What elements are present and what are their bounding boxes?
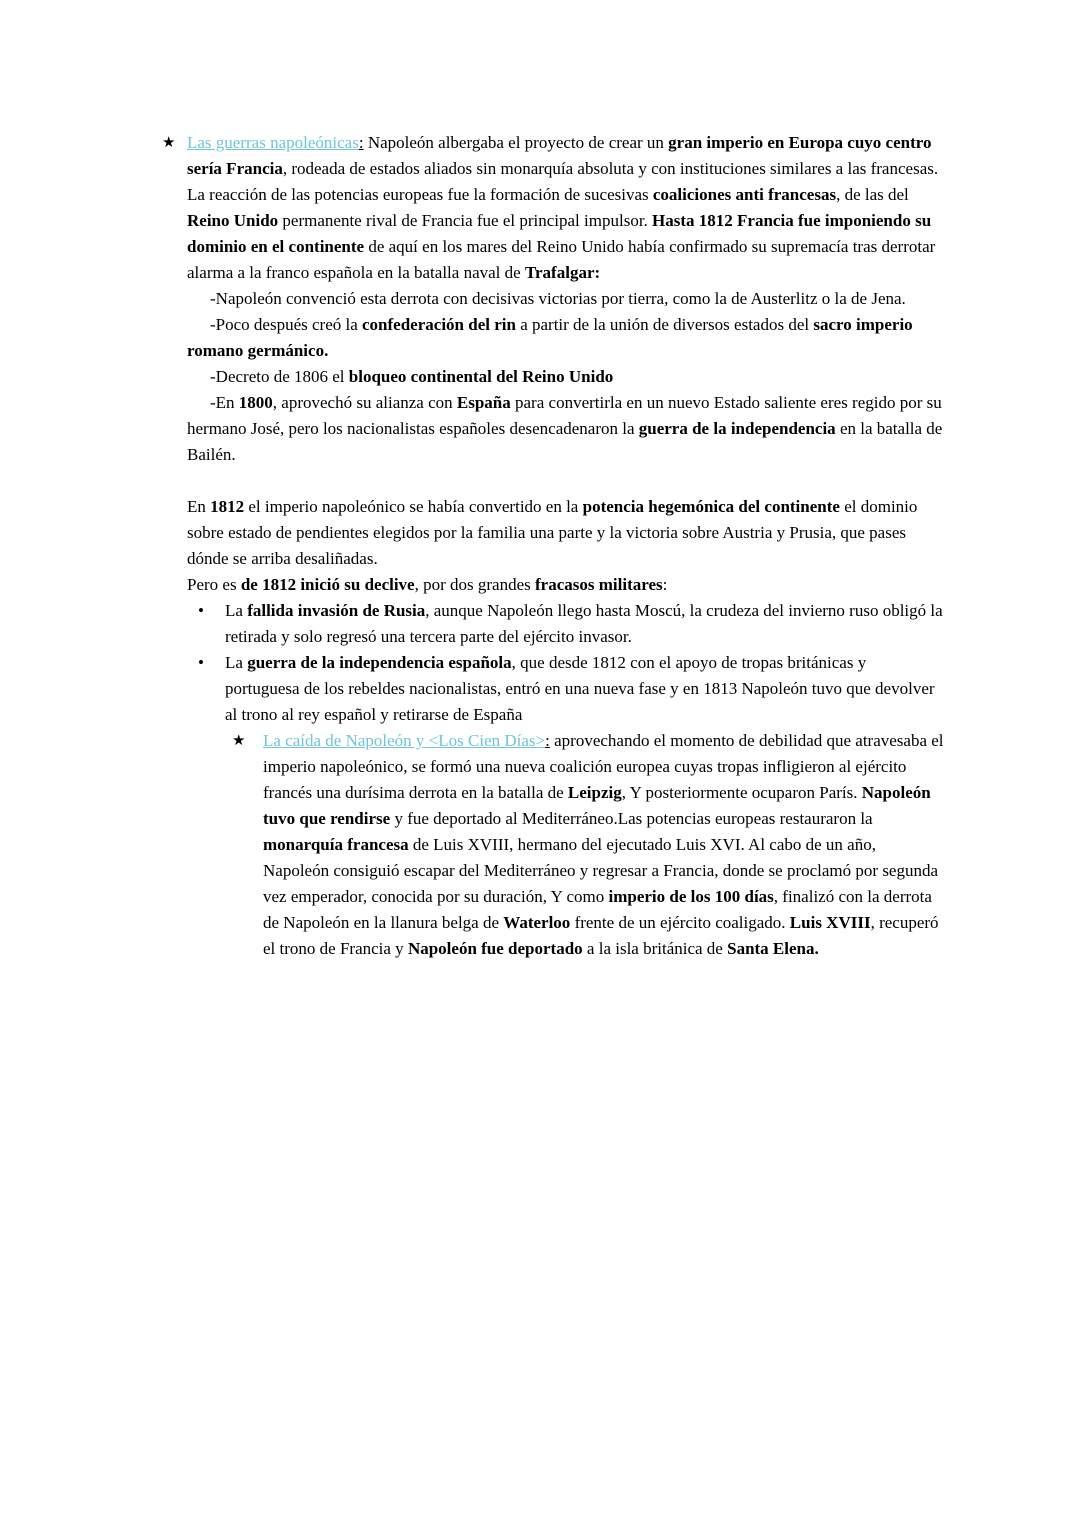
text-run: -Poco después creó la xyxy=(210,315,363,334)
bold-text-run: sacro imperio romano germánico. xyxy=(187,315,913,360)
bold-text-run: gran imperio en Europa cuyo centro sería Francia xyxy=(187,133,932,178)
document-content xyxy=(162,130,945,962)
bold-text-run: Reino Unido xyxy=(187,211,279,230)
star-list-item xyxy=(232,728,945,962)
text-run: : xyxy=(545,731,550,750)
text-run: de Luis XVIII, hermano del ejecutado Luis XVI. Al cabo de un año, Napoleón consiguió escapar del Mediterráneo y regresar a Francia, donde se proclamó por segunda vez emperador, conocida por su duración, Y como xyxy=(263,835,939,906)
text-run: , aunque Napoleón llego hasta Moscú, la crudeza del invierno ruso obligó la retirada y solo regresó una tercera parte del ejército invasor. xyxy=(225,601,943,646)
bold-text-run: Santa Elena. xyxy=(727,939,819,958)
text-run: -Decreto de 1806 el xyxy=(210,367,349,386)
bold-text-run: coaliciones anti francesas xyxy=(652,185,837,204)
text-run: Pero es xyxy=(187,575,241,594)
text-run: el imperio napoleónico se había convertido en la xyxy=(244,497,583,516)
bold-text-run: fallida invasión de Rusia xyxy=(247,601,426,620)
bold-text-run: Trafalgar: xyxy=(524,263,601,282)
text-run: el dominio sobre estado de pendientes elegidos por la familia una parte y la victoria sobre Austria y Prusia, que pases dónde se arriba desaliñadas. xyxy=(187,497,918,568)
star-list-item xyxy=(162,130,945,286)
bullet-icon: • xyxy=(198,653,204,672)
bold-text-run: bloqueo continental del Reino Unido xyxy=(348,367,614,386)
bold-text-run: de 1812 inició su declive xyxy=(240,575,415,594)
text-run: aprovechando el momento de debilidad que atravesaba el imperio napoleónico, se formó una nueva coalición europea cuyas tropas infligieron al ejército francés una durísima derrota en la batalla de xyxy=(263,731,944,802)
list-item xyxy=(198,650,945,728)
paragraph xyxy=(187,572,945,598)
text-run: -Napoleón convenció esta derrota con decisivas victorias por tierra, como la de Austerlitz o la de Jena. xyxy=(210,289,906,308)
paragraph xyxy=(187,390,945,468)
text-run: , por dos grandes xyxy=(414,575,536,594)
text-run: para convertirla en un nuevo Estado saliente eres regido por su hermano José, pero los nacionalistas españoles desencadenaron la xyxy=(187,393,942,438)
bold-text-run: confederación del rin xyxy=(362,315,516,334)
star-bullet-icon: ★ xyxy=(232,733,246,749)
paragraph xyxy=(187,312,945,364)
text-run: de aquí en los mares del Reino Unido había confirmado su supremacía tras derrotar alarma a la franco española en la batalla naval de xyxy=(187,237,936,282)
text-run: en la batalla de Bailén. xyxy=(187,419,943,464)
bold-text-run: monarquía francesa xyxy=(263,835,409,854)
text-run: La xyxy=(225,601,248,620)
bold-text-run: fracasos militares xyxy=(535,575,663,594)
bold-text-run: Luis XVIII xyxy=(789,913,871,932)
text-run: , aprovechó su alianza con xyxy=(272,393,457,412)
text-run: : xyxy=(358,133,364,152)
bold-text-run: imperio de los 100 días xyxy=(608,887,774,906)
text-run: : xyxy=(662,575,668,594)
text-run: , de las del xyxy=(836,185,909,204)
text-run: y fue deportado al Mediterráneo.Las potencias europeas restauraron la xyxy=(390,809,873,828)
text-run: , Y posteriormente ocuparon París. xyxy=(621,783,862,802)
bold-text-run: guerra de la independencia xyxy=(638,419,836,438)
paragraph xyxy=(187,494,945,572)
bold-text-run: 1800 xyxy=(238,393,273,412)
text-run: a partir de la unión de diversos estados del xyxy=(515,315,814,334)
text-run: , finalizó con la derrota de Napoleón en la llanura belga de xyxy=(263,887,932,932)
bold-text-run: Napoleón fue deportado xyxy=(407,939,583,958)
bold-text-run: Hasta 1812 Francia fue imponiendo su dominio en el continente xyxy=(187,211,932,256)
text-run: a la isla británica de xyxy=(582,939,728,958)
bold-text-run: potencia hegemónica del continente xyxy=(582,497,840,516)
text-run: Napoleón albergaba el proyecto de crear un xyxy=(363,133,669,152)
text-run: permanente rival de Francia fue el principal impulsor. xyxy=(278,211,653,230)
hyperlink[interactable]: Las guerras napoleónicas xyxy=(187,133,359,152)
star-bullet-icon: ★ xyxy=(162,135,176,151)
text-run: , recuperó el trono de Francia y xyxy=(263,913,939,958)
text-run: frente de un ejército coaligado. xyxy=(570,913,790,932)
text-run: , rodeada de estados aliados sin monarquía absoluta y con instituciones similares a las francesas. La reacción de las potencias europeas fue la formación de sucesivas xyxy=(187,159,939,204)
text-run: La xyxy=(225,653,248,672)
paragraph xyxy=(187,364,945,390)
bold-text-run: España xyxy=(456,393,511,412)
paragraph-spacer xyxy=(187,468,945,494)
bold-text-run: Waterloo xyxy=(503,913,571,932)
text-run: En xyxy=(187,497,211,516)
bold-text-run: 1812 xyxy=(210,497,245,516)
bullet-icon: • xyxy=(198,601,204,620)
bold-text-run: Napoleón tuvo que rendirse xyxy=(263,783,931,828)
text-run: -En xyxy=(210,393,239,412)
hyperlink[interactable]: La caída de Napoleón y <Los Cien Días> xyxy=(263,731,546,750)
bold-text-run: Leipzig xyxy=(567,783,622,802)
paragraph xyxy=(187,286,945,312)
list-item xyxy=(198,598,945,650)
bold-text-run: guerra de la independencia española xyxy=(247,653,512,672)
text-run: , que desde 1812 con el apoyo de tropas británicas y portuguesa de los rebeldes nacionalistas, entró en una nueva fase y en 1813 Napoleón tuvo que devolver al trono al rey español y retirarse de España xyxy=(225,653,935,724)
